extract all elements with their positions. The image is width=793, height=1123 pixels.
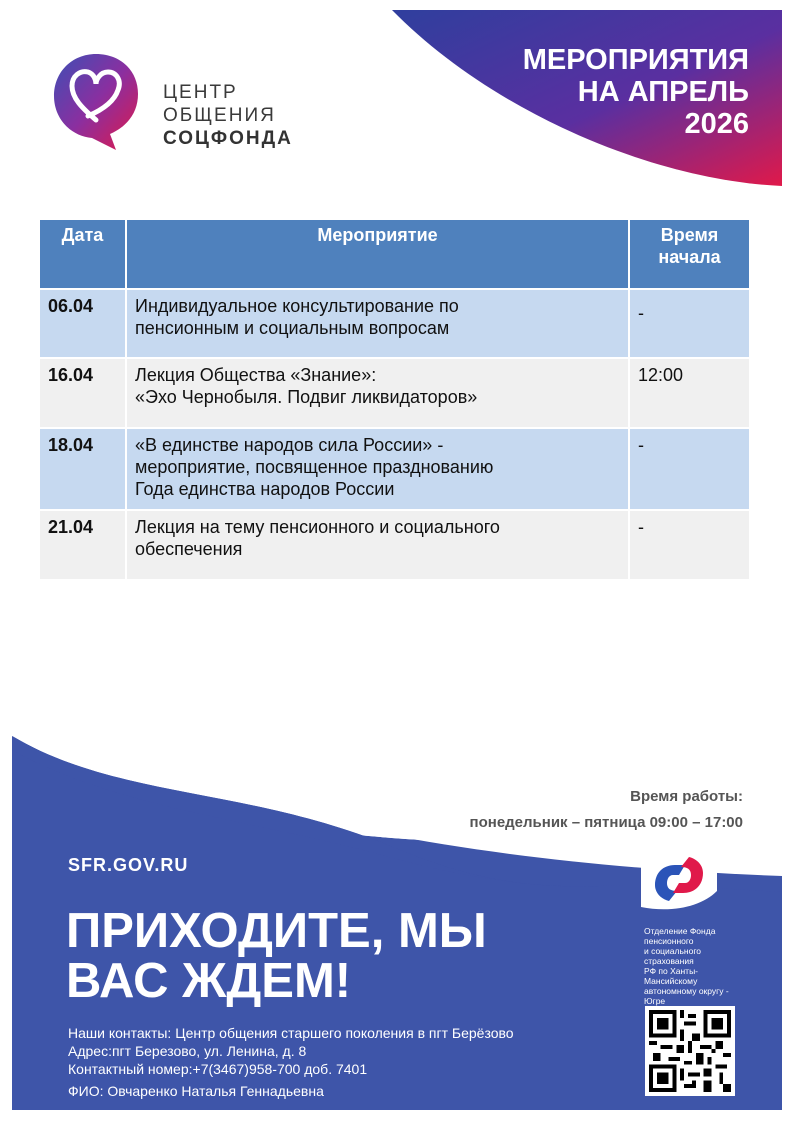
row-date: 06.04: [39, 289, 126, 358]
work-hours: Время работы: понедельник – пятница 09:00 – 17:00: [469, 788, 743, 831]
heart-speech-bubble-icon: [52, 50, 140, 152]
sfr-caption: Отделение Фонда пенсионного и социального страхования РФ по Ханты-Мансийскому автономному округу - Югре: [644, 926, 729, 1006]
events-table: [38, 218, 751, 581]
row-event: Индивидуальное консультирование по пенсионным и социальным вопросам: [126, 289, 629, 358]
header-event: Мероприятие: [126, 219, 629, 289]
header-date: Дата: [39, 219, 126, 289]
row-date: 18.04: [39, 428, 126, 510]
sfr-logo-icon: [641, 851, 717, 913]
row-event: Лекция Общества «Знание»: «Эхо Чернобыля. Подвиг ликвидаторов»: [126, 358, 629, 428]
row-event: «В единстве народов сила России» - мероприятие, посвященное празднованию Года единства народов России: [126, 428, 629, 510]
site-link[interactable]: SFR.GOV.RU: [68, 855, 189, 875]
row-event: Лекция на тему пенсионного и социального обеспечения: [126, 510, 629, 580]
row-time: -: [629, 289, 750, 358]
table-row: [39, 428, 750, 510]
qr-code[interactable]: [645, 1006, 735, 1096]
table-row: [39, 510, 750, 580]
page-title: МЕРОПРИЯТИЯ НА АПРЕЛЬ 2026: [522, 44, 749, 140]
header-time: Время начала: [629, 219, 750, 289]
row-date: 21.04: [39, 510, 126, 580]
row-date: 16.04: [39, 358, 126, 428]
table-row: [39, 358, 750, 428]
row-time: -: [629, 428, 750, 510]
contacts: Наши контакты: Центр общения старшего поколения в пгт Берёзово Адрес:пгт Березово, ул. Ленина, д. 8 Контактный номер:+7(3467)958-700 доб. 7401 ФИО: Овчаренко Наталья Геннадьевна: [68, 1025, 514, 1099]
logo-text: ЦЕНТР ОБЩЕНИЯ СОЦФОНДА: [163, 82, 293, 149]
slogan: ПРИХОДИТЕ, МЫ ВАС ЖДЕМ!: [66, 904, 487, 1008]
table-row: [39, 289, 750, 358]
row-time: 12:00: [629, 358, 750, 428]
row-time: -: [629, 510, 750, 580]
